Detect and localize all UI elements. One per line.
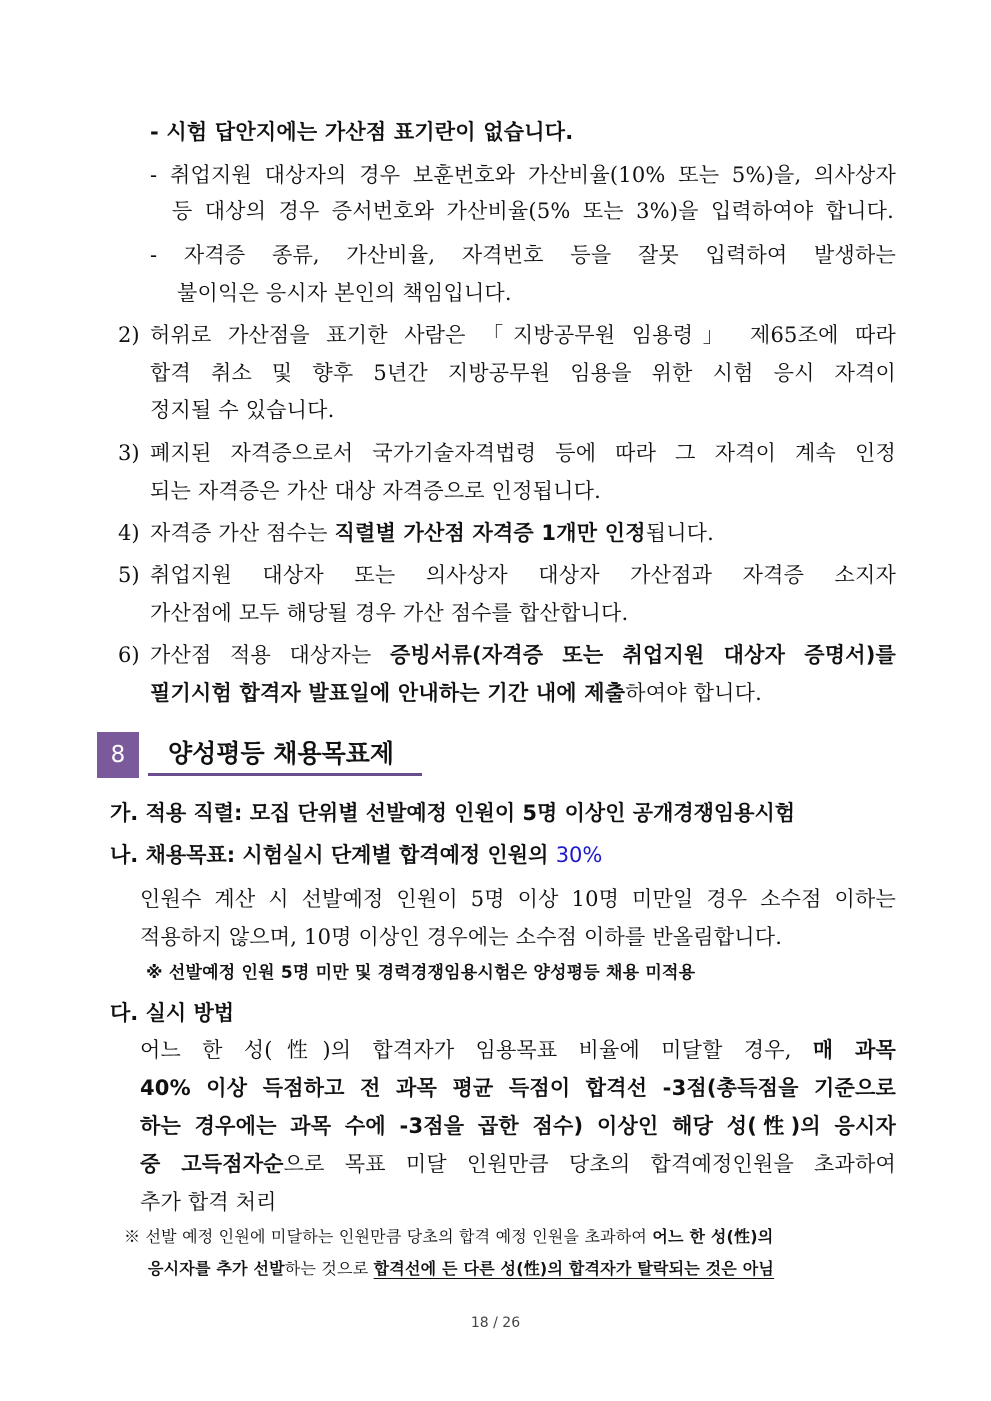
bullet-input-error-line1: - 자격증 종류, 가산비율, 자격번호 등을 잘못 입력하여 발생하는	[150, 243, 896, 267]
item2-line2: 합격 취소 및 향후 5년간 지방공무원 임용을 위한 시험 응시 자격이	[150, 361, 896, 385]
da-note-emphasis2: 응시자를 추가 선발	[148, 1259, 285, 1278]
da-line2: 40% 이상 득점하고 전 과목 평균 득점이 합격선 -3점(총득점을 기준으로	[140, 1076, 896, 1100]
page-number: 18 / 26	[470, 1315, 521, 1331]
da-note-line2	[148, 1257, 774, 1281]
item4-text: 자격증 가산 점수는	[150, 521, 335, 545]
da-note-emphasis: 어느 한 성(性)의	[652, 1227, 774, 1246]
subsection-da: 다. 실시 방법	[110, 1001, 235, 1025]
section-title: 양성평등 채용목표제	[148, 732, 422, 776]
bullet-no-bonus-box: - 시험 답안지에는 가산점 표기란이 없습니다.	[150, 120, 574, 144]
da-line3: 하는 경우에는 과목 수에 -3점을 곱한 점수) 이상인 해당 성(性)의 응시자	[140, 1114, 896, 1138]
item6-line1	[150, 640, 896, 670]
na-paragraph-line2: 적용하지 않으며, 10명 이상인 경우에는 소수점 이하를 반올림합니다.	[140, 925, 783, 949]
subsection-ga: 가. 적용 직렬: 모집 단위별 선발예정 인원이 5명 이상인 공개경쟁임용시험	[110, 801, 796, 825]
da-note-underlined: 합격선에 든 다른 성(性)의 합격자가 탈락되는 것은 아님	[373, 1259, 775, 1278]
da-line1-text: 어느 한 성(性)의 합격자가 임용목표 비율에 미달할 경우,	[140, 1038, 813, 1062]
item-number: 5)	[118, 563, 140, 587]
item4-line	[150, 518, 714, 548]
item6-emphasis2: 필기시험 합격자 발표일에 안내하는 기간 내에 제출	[150, 681, 626, 705]
da-line4	[140, 1149, 896, 1179]
item6-line2	[150, 678, 762, 708]
item5-line2: 가산점에 모두 해당될 경우 가산 점수를 합산합니다.	[150, 601, 629, 625]
da-line1-emphasis: 매 과목	[812, 1038, 896, 1062]
bullet-veteran-line2: 등 대상의 경우 증서번호와 가산비율(5% 또는 3%)을 입력하여야 합니다.	[172, 199, 894, 223]
item-number: 3)	[118, 441, 140, 465]
item5-line1: 취업지원 대상자 또는 의사상자 대상자 가산점과 자격증 소지자	[150, 563, 896, 587]
subsection-na	[110, 840, 602, 870]
subsection-na-text: 나. 채용목표: 시험실시 단계별 합격예정 인원의	[110, 843, 556, 867]
bullet-veteran-line1: - 취업지원 대상자의 경우 보훈번호와 가산비율(10% 또는 5%)을, 의사상자	[150, 163, 896, 187]
item-number: 2)	[118, 323, 140, 347]
item6-text: 가산점 적용 대상자는	[150, 643, 390, 667]
da-line4-emphasis: 중 고득점자순	[140, 1152, 284, 1176]
target-percentage: 30%	[555, 843, 603, 867]
da-note-text2: 하는 것으로	[284, 1259, 374, 1278]
da-line4-text: 으로 목표 미달 인원만큼 당초의 합격예정인원을 초과하여	[283, 1152, 896, 1176]
item4-emphasis: 직렬별 가산점 자격증 1개만 인정	[334, 521, 646, 545]
na-paragraph-line1: 인원수 계산 시 선발예정 인원이 5명 이상 10명 미만일 경우 소수점 이하는	[140, 887, 896, 911]
bullet-input-error-line2: 불이익은 응시자 본인의 책임입니다.	[177, 281, 512, 305]
item3-line2: 되는 자격증은 가산 대상 자격증으로 인정됩니다.	[150, 479, 601, 503]
da-line5: 추가 합격 처리	[140, 1190, 277, 1214]
item3-line1: 폐지된 자격증으로서 국가기술자격법령 등에 따라 그 자격이 계속 인정	[150, 441, 896, 465]
item2-line3: 정지될 수 있습니다.	[150, 398, 335, 422]
na-note: ※ 선발예정 인원 5명 미만 및 경력경쟁임용시험은 양성평등 채용 미적용	[146, 963, 696, 983]
da-line1	[140, 1035, 896, 1065]
item-number: 6)	[118, 643, 140, 667]
item4-tail: 됩니다.	[645, 521, 715, 545]
da-note-line1	[124, 1225, 773, 1249]
section-number-badge: 8	[97, 732, 139, 778]
item6-tail: 하여야 합니다.	[625, 681, 762, 705]
da-note-text: ※ 선발 예정 인원에 미달하는 인원만큼 당초의 합격 예정 인원을 초과하여	[124, 1227, 653, 1246]
item-number: 4)	[118, 521, 140, 545]
item6-emphasis: 증빙서류(자격증 또는 취업지원 대상자 증명서)를	[390, 643, 897, 667]
item2-line1: 허위로 가산점을 표기한 사람은 「지방공무원 임용령」 제65조에 따라	[150, 323, 896, 347]
